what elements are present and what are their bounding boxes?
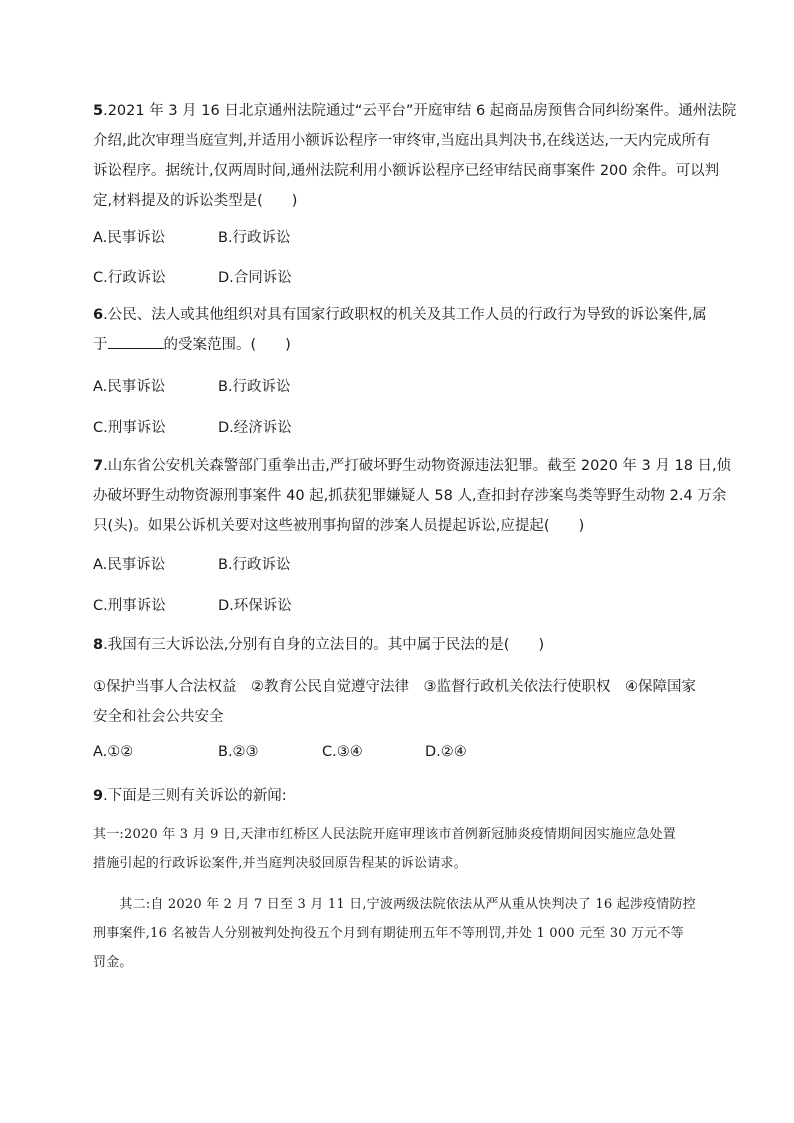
question-7-line-2: 办破坏野生动物资源刑事案件 40 起,抓获犯罪嫌疑人 58 人,查扣封存涉案鸟类等野生动物 2.4 万余 <box>93 488 727 504</box>
question-number: 9 <box>93 788 104 804</box>
option-a: A.民事诉讼 <box>93 379 166 395</box>
news-item-1-line-1: 其一:2020 年 3 月 9 日,天津市红桥区人民法院开庭审理该市首例新冠肺炎疫情期间因实施应急处置 <box>93 827 677 842</box>
question-5-line-3: 诉讼程序。据统计,仅两周时间,通州法院利用小额诉讼程序已经审结民商事案件 200 余件。可以判 <box>93 163 720 179</box>
option-d: D.经济诉讼 <box>218 420 292 436</box>
option-c: C.行政诉讼 <box>93 270 166 286</box>
question-6-line-2: 于 的受案范围。( ) <box>93 330 703 360</box>
question-6 <box>93 300 707 360</box>
option-b: B.②③ <box>218 744 259 760</box>
option-c: C.刑事诉讼 <box>93 420 166 436</box>
question-6-line-1: 6.公民、法人或其他组织对具有国家行政职权的机关及其工作人员的行政行为导致的诉讼案件,属 <box>93 307 707 323</box>
question-8-line-1: 8.我国有三大诉讼法,分别有自身的立法目的。其中属于民法的是( ) <box>93 637 545 653</box>
question-5-line-4: 定,材料提及的诉讼类型是( ) <box>93 193 298 209</box>
option-d: D.合同诉讼 <box>218 270 292 286</box>
news-item-2-line-2: 刑事案件,16 名被告人分别被判处拘役五个月到有期徒刑五年不等刑罚,并处 1 000 元至 30 万元不等 <box>93 926 684 941</box>
answer-blank <box>108 332 164 349</box>
question-number: 8 <box>93 637 104 653</box>
question-8 <box>93 630 703 660</box>
option-b: B.行政诉讼 <box>218 379 291 395</box>
news-item-2-line-1: 其二:自 2020 年 2 月 7 日至 3 月 11 日,宁波两级法院依法从严从重从快判决了 16 起涉疫情防控 <box>93 897 696 912</box>
news-item-1-line-2: 措施引起的行政诉讼案件,并当庭判决驳回原告程某的诉讼请求。 <box>93 856 467 871</box>
option-c: C.③④ <box>322 744 363 760</box>
option-a: A.民事诉讼 <box>93 557 166 573</box>
question-9-line-1: 9.下面是三则有关诉讼的新闻: <box>93 788 287 804</box>
question-7-line-3: 只(头)。如果公诉机关要对这些被刑事拘留的涉案人员提起诉讼,应提起( ) <box>93 518 585 534</box>
question-number: 7 <box>93 458 104 474</box>
question-8-items-line-2: 安全和社会公共安全 <box>93 709 224 725</box>
question-number: 5 <box>93 103 104 119</box>
question-9 <box>93 781 703 811</box>
option-b: B.行政诉讼 <box>218 230 291 246</box>
question-7 <box>93 451 732 541</box>
question-7-line-1: 7.山东省公安机关森警部门重拳出击,严打破坏野生动物资源违法犯罪。截至 2020 年 3 月 18 日,侦 <box>93 458 732 474</box>
news-item-1 <box>93 820 713 878</box>
question-8-items-line-1: ①保护当事人合法权益 ②教育公民自觉遵守法律 ③监督行政机关依法行使职权 ④保障国家 <box>93 679 696 695</box>
question-5 <box>93 96 737 216</box>
option-d: D.②④ <box>425 744 467 760</box>
option-a: A.①② <box>93 744 134 760</box>
option-a: A.民事诉讼 <box>93 230 166 246</box>
news-item-2 <box>93 890 713 977</box>
question-number: 6 <box>93 307 104 323</box>
news-item-2-line-3: 罚金。 <box>93 955 133 970</box>
option-c: C.刑事诉讼 <box>93 598 166 614</box>
question-8-items <box>93 672 703 732</box>
question-5-line-1: 5.2021 年 3 月 16 日北京通州法院通过“云平台”开庭审结 6 起商品房预售合同纠纷案件。通州法院 <box>93 103 737 119</box>
question-5-line-2: 介绍,此次审理当庭宣判,并适用小额诉讼程序一审终审,当庭出具判决书,在线送达,一天内完成所有 <box>93 133 711 149</box>
option-b: B.行政诉讼 <box>218 557 291 573</box>
option-d: D.环保诉讼 <box>218 598 292 614</box>
